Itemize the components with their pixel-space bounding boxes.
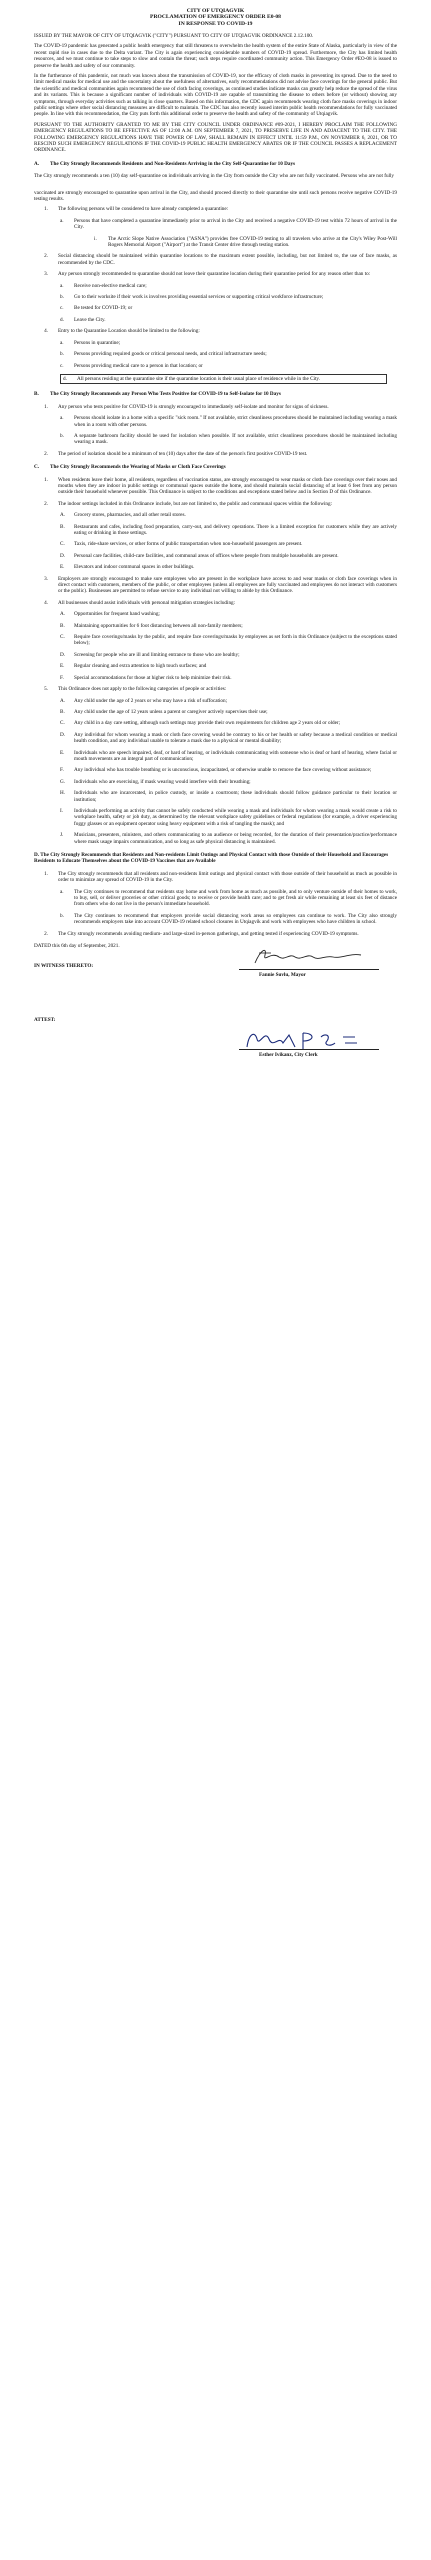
list-subitem [60,750,397,763]
list-subitem [60,524,397,537]
item-number: a. [60,282,64,289]
item-number: B. [60,708,65,715]
list-item [34,600,397,606]
list-item [34,931,397,937]
intro-paragraph: The COVID-19 pandemic has generated a public health emergency that still threatens to overwhelm the health system of the entire State of Alaska, particularly in view of the recent rapid rise in cases due to the Delta variant. The City is again experiencing considerable numbers of COVID-19 spread. Furthermore, the City has limited health resources, and we must continue to take steps to slow and contain the threat; such steps require coordinated community action. This Emergency Order #EO-08 is issued to preserve the health and safety of our community. [34,43,397,69]
section-d-heading [34,852,397,865]
item-text: The City strongly recommends that all residents and non-residents limit outings and physical contact with those outside of their household as much as possible in order to minimize any spread of COVID-19 in the City. [58,870,397,884]
section-a-paragraph: vaccinated are strongly encouraged to quarantine upon arrival in the City, and should proceed directly to their quarantine site until such persons receive negative COVID-19 testing results. [34,189,397,203]
item-text: Employers are strongly encouraged to make sure employees who are present in the workplace have access to and wear masks or cloth face coverings when in direct contact with customers, members of the public, or other employees (unless all employees are fully vaccinated and employees do not interact with customers or the public). Businesses are permitted to refuse service to any individual not willing to abide by this Ordinance. [58,575,397,595]
mayor-name: Fannie Suvlu, Mayor [259,972,306,979]
item-text: The City continues to recommend that employers provide social distancing work areas so employees can continue to work. The City also strongly recommends employers take into account COVID-19 related school closures in Utqiagvik and work with employees who have children in school. [74,912,397,926]
list-subitem [60,698,397,704]
item-text: Go to their worksite if their work is involves providing essential services or supporting critical workforce infrastructure; [74,294,324,301]
item-number: 2. [44,500,48,507]
item-text: This Ordinance does not apply to the following categories of people or activities: [58,686,227,693]
item-number: 1. [44,476,48,483]
item-number: d. [63,375,67,382]
item-text: Any child in a day care setting, although such settings may provide their own requirements for children age 2 years old or older; [74,720,341,727]
item-number: E. [60,749,65,756]
item-number: D. [60,552,66,559]
section-b-heading [34,391,397,397]
item-number: I. [60,807,64,814]
item-text: When residents leave their home, all residents, regardless of vaccination status, are strongly encouraged to wear masks or cloth face coverings over their noses and mouths when they are indoor in public settings or communal spaces outside the home, and should maintain social distancing of at least 6 feet from any person outside their household whenever possible. This Ordinance is subject to the conditions and exceptions stated below and in Section D of this Ordinance. [58,476,397,496]
item-text: Individuals who are incarcerated, in police custody, or inside a courtroom; these individuals should follow guidance particular to their location or institution; [74,790,397,803]
section-a-heading [34,161,397,167]
item-text: Elevators and indoor communal spaces in other buildings. [74,564,195,571]
item-text: Any child under the age of 12 years unless a parent or caregiver actively supervises their use; [74,708,268,715]
item-number: 3. [44,271,48,278]
document-header [34,8,397,27]
item-text: The indoor settings included in this Ordinance include, but are not limited to, the public and communal spaces within the following: [58,500,333,507]
item-number: 1. [44,206,48,213]
section-title: The City Strongly Recommends any Person Who Tests Positive for COVID-19 to Self-Isolate for 10 Days [50,391,281,398]
list-subitem [60,363,397,369]
mayor-signature-block [34,955,397,1011]
item-number: 4. [44,599,48,606]
list-subitem [60,541,397,547]
section-title: The City Strongly Recommends Residents and Non-Residents Arriving in the City Self-Quarantine for 10 Days [50,160,296,167]
item-number: A. [60,611,66,618]
item-number: C. [60,720,65,727]
item-text: Maintaining opportunities for 6 foot distancing between all non-family members; [74,622,243,629]
intro-paragraph: In the furtherance of this pandemic, not much was known about the transmission of COVID-19, nor the efficacy of cloth masks in preventing its spread. Due to the need to limit medical masks for medical use and the uncertainty about the usefulness of alternatives, early recommendations did not advise face coverings for the general public. But the scientific and medical communities again recommend the use of cloth facing coverings, as continued studies indicate masks can greatly help reduce the spread of the virus and its variants. This is because a significant number of individuals with COVID-19 are capable of transmitting the disease to others before (or without) showing any symptoms, through everyday activities such as talking in close quarters. Based on this information, the CDC again recommends wearing cloth face masks coverings in indoor public settings where other social distancing measures are difficult to maintain. The CDC has also recently issued interim public health recommendations for fully vaccinated people. In line with this recommendation, the City puts forth this additional order to preserve the health and safety of the community of Utqiagvik. [34,72,397,118]
item-number: E. [60,663,65,670]
item-number: G. [60,778,66,785]
item-number: A. [60,697,66,704]
list-subitem [60,779,397,785]
item-text: Leave the City. [74,316,106,323]
list-item [34,206,397,212]
section-letter: C. [34,464,40,471]
item-text: Persons in quarantine; [74,339,121,346]
item-number: b. [60,912,64,919]
item-number: 2. [44,450,48,457]
list-item [34,271,397,277]
list-subitem [60,283,397,289]
section-letter: B. [34,391,39,398]
list-subitem [60,720,397,726]
item-number: B. [60,523,65,530]
list-subitem [60,808,397,827]
item-text: The period of isolation should be a minimum of ten (10) days after the date of the person's first positive COVID-19 test. [58,450,308,457]
item-number: D. [60,731,66,738]
item-number: C. [60,541,65,548]
list-subitem [60,832,397,845]
item-text: A separate bathroom facility should be used for isolation when possible. If not available, strict cleanliness procedures should be maintained including wearing a mask. [74,432,397,446]
item-text: Special accommodations for those at higher risk to help minimize their risk. [74,674,232,681]
clerk-signature-line [239,1049,379,1050]
item-text: All persons residing at the quarantine site if the quarantine location is their usual place of residence while in the City. [77,375,320,382]
item-text: The Arctic Slope Native Association ("ASNA") provides free COVID-19 testing to all travelers who arrive at the City's Wiley Post-Will Rogers Memorial Airport ("Airport") at the Transit Center drive through testing station. [108,235,397,249]
item-text: Receive non-elective medical care; [74,282,147,289]
item-text: Individuals performing an activity that cannot be safely conducted while wearing a mask and individuals for whom wearing a mask would create a risk to workplace health, safety or job duty, as determined by the relevant workplace safety guidelines or federal regulations (for example, a driver experiencing foggy glasses or an equipment operator using heavy equipment with a risk of tangling the mask); and [74,807,397,827]
mayor-signature-line [239,969,379,970]
item-number: E. [60,564,65,571]
clerk-signature-block [34,1017,397,1067]
item-text: Grocery stores, pharmacies, and all other retail stores. [74,512,186,519]
list-item [34,328,397,334]
list-subitem [60,294,397,300]
item-text: Any child under the age of 2 years or who may have a risk of suffocation; [74,697,228,704]
intro-paragraph: PURSUANT TO THE AUTHORITY GRANTED TO ME BY THE CITY COUNCIL UNDER ORDINANCE #09-2021, I HEREBY PROCLAIM THE FOLLOWING EMERGENCY REGULATIONS TO BE EFFECTIVE AS OF 12:00 A.M. ON SEPTEMBER 7, 2021, TO PRESERVE LIFE IN AND ADJACENT TO THE CITY. THE FOLLOWING EMERGENCY REGULATIONS HAVE THE POWER OF LAW, SHALL REMAIN IN EFFECT UNTIL 11:59 P.M., ON NOVEMBER 6, 2021, OR TO RESCIND SUCH EMERGENCY REGULATIONS IF THE COVID-19 PUBLIC HEALTH EMERGENCY ABATES OR IF THE COUNCIL PASSES A REPLACEMENT ORDINANCE. [34,121,397,154]
item-text: Entry to the Quarantine Location should be limited to the following: [58,328,200,335]
item-number: 2. [44,930,48,937]
section-title: The City Strongly Recommends the Wearing of Masks or Cloth Face Coverings [50,464,226,471]
item-text: The following persons will be considered to have already completed a quarantine: [58,206,229,213]
item-text: All businesses should assist individuals with personal mitigation strategies including: [58,599,236,606]
list-subitem [60,634,397,647]
item-number: H. [60,790,66,797]
list-subitem [60,767,397,773]
list-item [34,576,397,595]
item-text: Restaurants and cafes, including food preparation, carry-out, and delivery operations. There is a limited exception for customers while they are actively eating or drinking in those settings. [74,523,397,537]
item-number: 3. [44,575,48,582]
list-subitem [60,790,397,803]
header-title: PROCLAMATION OF EMERGENCY ORDER E0-08 [150,14,281,21]
item-text: Taxis, ride-share services, or other forms of public transportation when non-household passengers are present. [74,541,303,548]
item-text: Persons providing required goods or critical personal needs, and critical infrastructure needs; [74,351,267,358]
list-subitem [60,675,397,681]
item-number: 1. [44,870,48,877]
list-subitem [60,709,397,715]
item-number: a. [60,217,64,224]
item-number: D. [60,651,66,658]
header-city: CITY OF UTQIAGVIK [186,8,245,14]
item-text: Musicians, presenters, ministers, and others communicating to an audience or being recorded, for the duration of their presentation/practice/performance where mask usage impairs communication, and so long as safe physical distancing is maintained. [74,832,397,845]
list-subsubitem [94,236,397,249]
list-subitem [60,317,397,323]
item-number: F. [60,674,64,681]
mayor-signature-image [249,945,369,969]
list-subitem [60,564,397,570]
item-text: Be tested for COVID-19; or [74,305,133,312]
item-text: Any person strongly recommended to quarantine should not leave their quarantine location during their quarantine period for any reason other than to: [58,271,371,278]
list-item [34,477,397,496]
item-number: a. [60,339,64,346]
item-number: a. [60,415,64,422]
list-subitem [60,374,387,384]
section-letter: A. [34,160,40,167]
item-text: Individuals who are speech impaired, deaf, or hard of hearing, or individuals communicating with someone who is deaf or hard of hearing, where facial or mouth movements are an integral part of communication; [74,749,397,762]
list-subitem [60,553,397,559]
item-text: Personal care facilities, child-care facilities, and communal areas of offices where people from multiple households are present. [74,552,339,559]
item-text: Any person who tests positive for COVID-19 is strongly encouraged to immediately self-isolate and monitor for signs of sickness. [58,403,329,410]
item-number: a. [60,888,64,895]
list-item [34,253,397,266]
item-text: Require face coverings/masks by the public, and require face coverings/masks by employees as set forth in this Ordinance (subject to the exceptions stated below); [74,634,397,647]
item-text: Individuals who are exercising, if mask wearing would interfere with their breathing; [74,778,251,785]
item-text: Any individual for whom wearing a mask or cloth face covering would be contrary to his or her health or safety because a medical condition or medical health condition, and any individual unable to tolerate a mask due to a physical or mental disability; [74,731,397,745]
item-number: 2. [44,253,48,260]
list-subitem [60,889,397,908]
item-number: B. [60,622,65,629]
clerk-signature-image [239,1025,379,1055]
item-number: 1. [44,403,48,410]
item-number: 5. [44,686,48,693]
item-number: i. [94,235,97,242]
clerk-name: Esther Ivikanz, City Clerk [259,1052,318,1059]
item-number: F. [60,767,64,774]
list-item [34,501,397,507]
item-text: Opportunities for frequent hand washing; [74,611,160,618]
witness-label: IN WITNESS THERETO: [34,963,94,970]
header-subtitle: IN RESPONSE TO COVID-19 [178,20,253,27]
item-text: The City continues to recommend that residents stay home and work from home as much as possible, and to only venture outside of their homes to work, to buy, sell, or deliver groceries or other critical goods; to receive or provide health care; and to get fresh air while remaining at least six feet of distance from others who do not live in the person's immediate household. [74,888,397,908]
item-number: b. [60,351,64,358]
item-text: Regular cleaning and extra attention to high touch surfaces; and [74,663,207,670]
list-subitem [60,340,397,346]
list-item [34,871,397,884]
item-number: b. [60,432,64,439]
item-text: Any individual who has trouble breathing or is unconscious, incapacitated, or otherwise unable to remove the face covering without assistance; [74,767,372,774]
list-subitem [60,663,397,669]
list-subitem [60,913,397,926]
list-subitem [60,218,397,231]
item-text: The City strongly recommends avoiding medium- and large-sized in-person gatherings, and getting tested if experiencing COVID-19 symptoms. [58,930,359,937]
list-subitem [60,305,397,311]
item-number: C. [60,634,65,641]
list-item [34,686,397,692]
item-number: A. [60,512,66,519]
item-number: 4. [44,328,48,335]
item-text: Social distancing should be maintained within quarantine locations to the maximum extent possible, including, but not limited to, the use of face masks, as recommended by the CDC. [58,253,397,266]
list-subitem [60,611,397,617]
list-subitem [60,512,397,518]
list-item [34,451,397,457]
item-number: c. [60,305,64,312]
list-subitem [60,415,397,428]
list-item [34,404,397,410]
item-number: d. [60,316,64,323]
list-subitem [60,732,397,745]
attest-label: ATTEST: [34,1017,56,1024]
intro-paragraph: ISSUED BY THE MAYOR OF CITY OF UTQIAGVIK ("CITY") PURSUANT TO CITY OF UTQIAGVIK ORDINANCE 2.12.100. [34,32,314,39]
item-text: Persons that have completed a quarantine immediately prior to arrival in the City and received a negative COVID-19 test within 72 hours of arrival in the City. [74,217,397,231]
list-subitem [60,351,397,357]
list-subitem [60,623,397,629]
list-subitem [60,652,397,658]
item-text: Persons providing medical care to a person in that location; or [74,362,203,369]
item-number: c. [60,362,64,369]
section-a-paragraph: The City strongly recommends a ten (10) day self-quarantine on individuals arriving in the City from outside the City who are not fully vaccinated. Persons who are not fully [34,173,395,180]
section-c-heading [34,464,397,470]
list-subitem [60,433,397,446]
item-number: b. [60,294,64,301]
item-number: J. [60,832,64,839]
item-text: Persons should isolate in a home with a specific "sick room." If not available, strict cleanliness procedures should be maintained including wearing a mask when in a room with other persons. [74,415,397,428]
section-title: D. The City Strongly Recommends that Residents and Non-residents Limit Outings and Physical Contact with those Outside of their Household and Encourages Residents to Educate Themselves about the COVID-19 Vaccines that are Available [34,852,389,865]
dated-line: DATED this 6th day of September, 2021. [34,943,120,950]
item-text: Screening for people who are ill and limiting entrance to those who are healthy; [74,651,240,658]
